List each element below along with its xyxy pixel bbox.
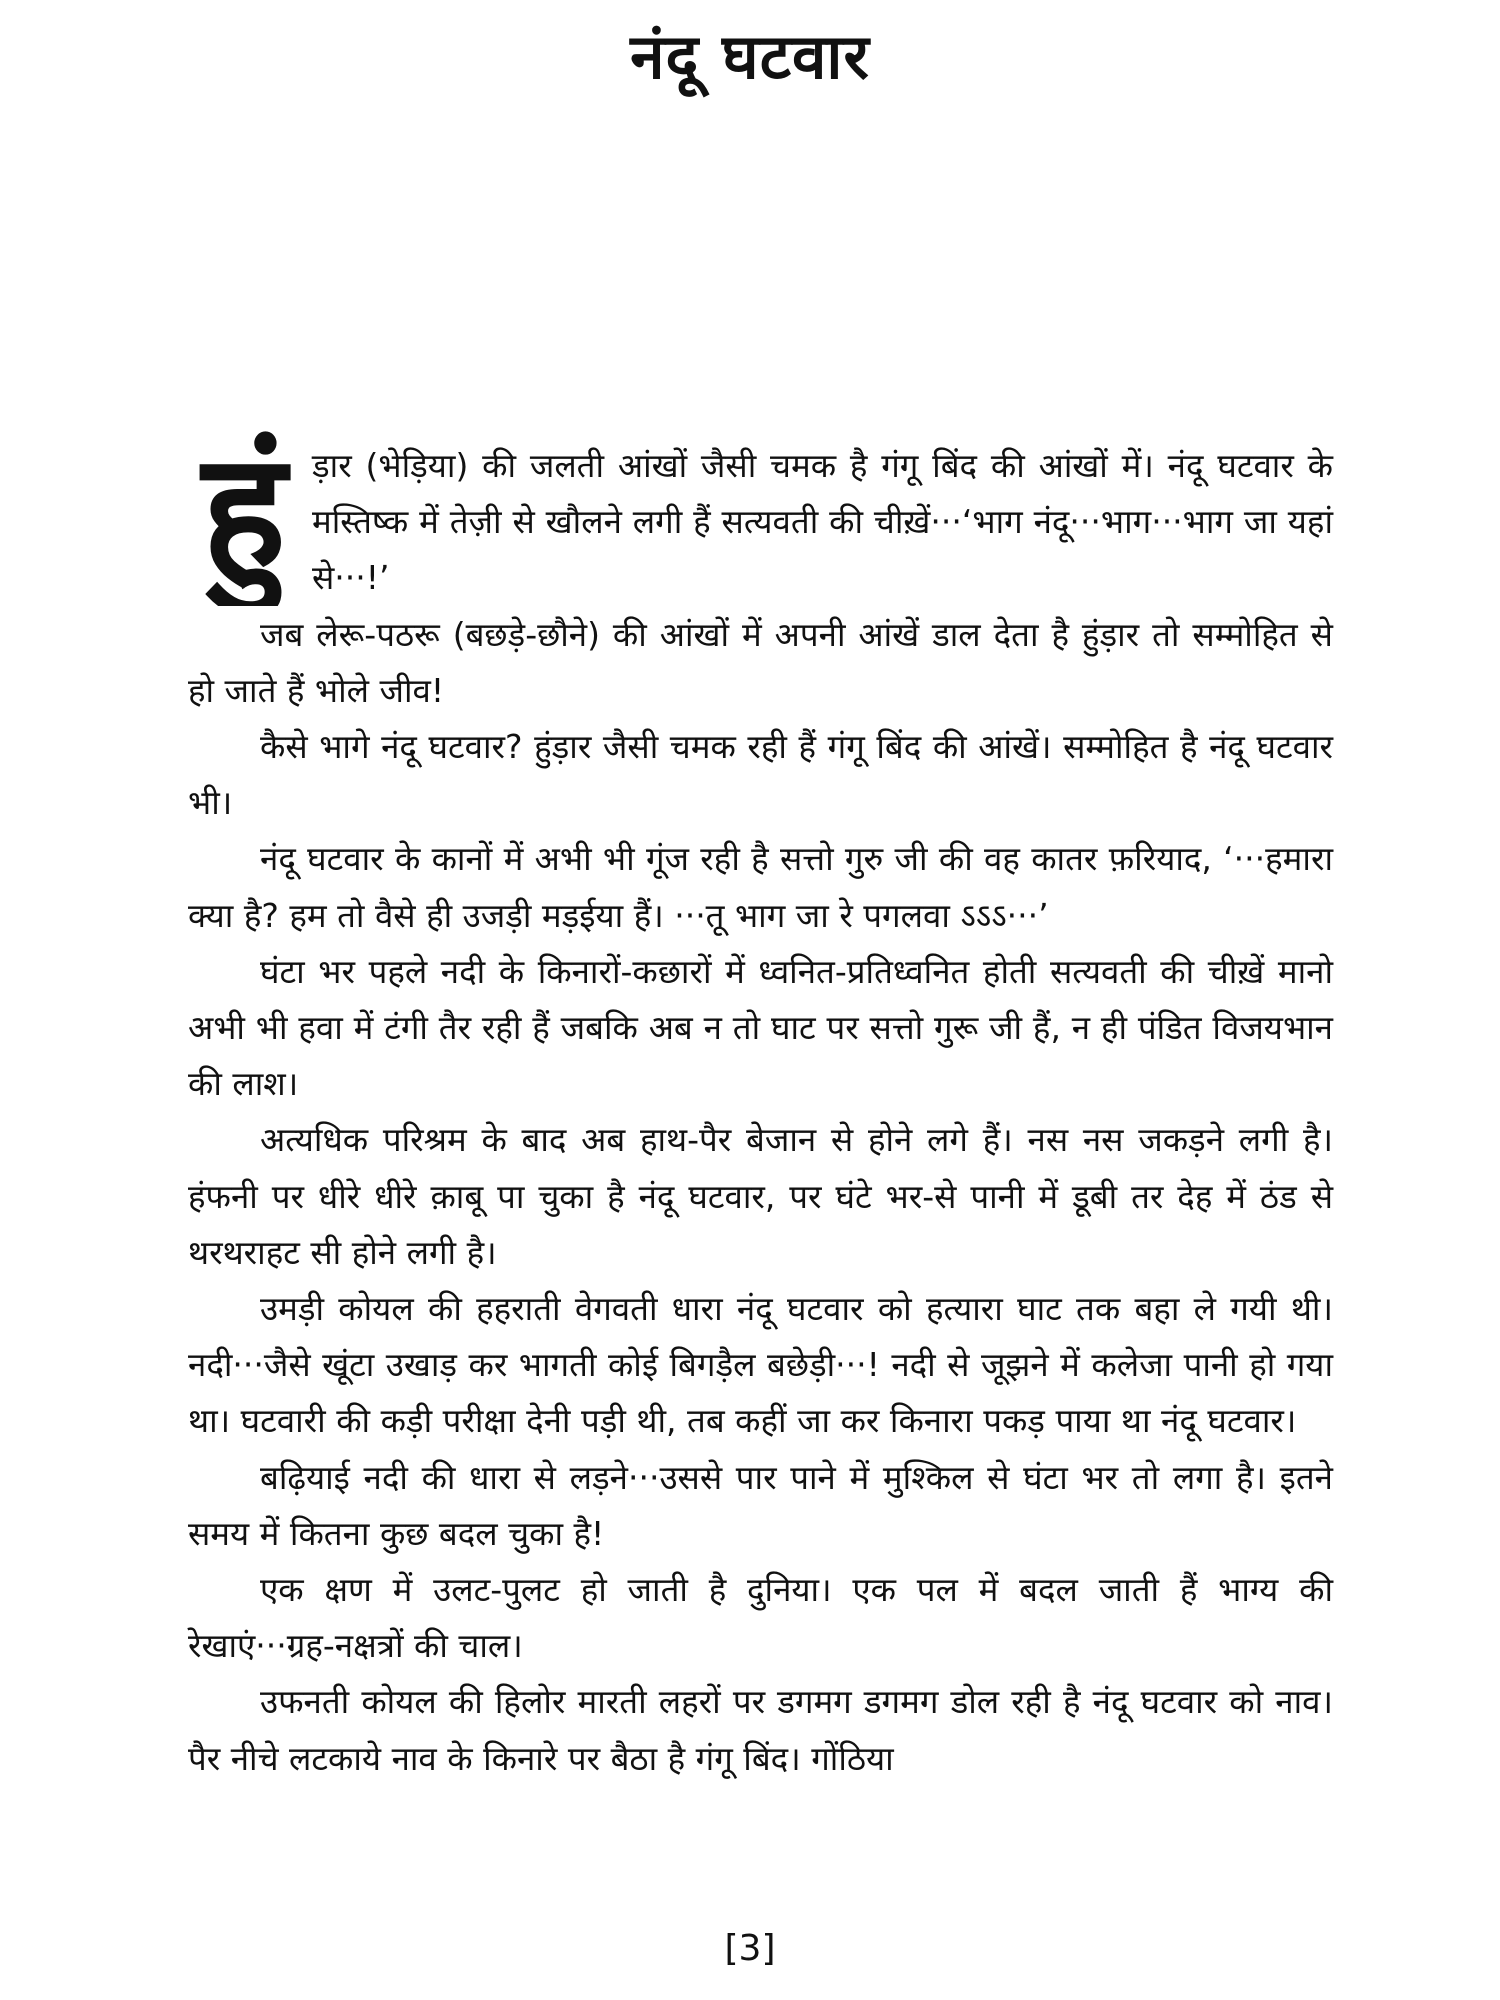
drop-cap: हुं [202, 419, 286, 603]
paragraph-1: ड़ार (भेड़िया) की जलती आंखों जैसी चमक है गंगू बिंद की आंखों में। नंदू घटवार के मस्तिष्क में तेज़ी से खौलने लगी हैं सत्यवती की चीख़ें···‘भाग नंदू···भाग···भाग जा यहां से···!’ [312, 446, 1333, 598]
paragraph-10: उफनती कोयल की हिलोर मारती लहरों पर डगमग डगमग डोल रही है नंदू घटवार को नाव। पैर नीचे लटकाये नाव के किनारे पर बैठा है गंगू बिंद। गोंठिया [188, 1682, 1333, 1778]
page-number: [3] [724, 1928, 776, 1969]
paragraph-9: एक क्षण में उलट-पुलट हो जाती है दुनिया। एक पल में बदल जाती हैं भाग्य की रेखाएं···ग्रह-नक्षत्रों की चाल। [188, 1570, 1333, 1666]
paragraph-2: जब लेरू-पठरू (बछड़े-छौने) की आंखों में अपनी आंखें डाल देता है हुंड़ार तो सम्मोहित से हो जाते हैं भोले जीव! [188, 614, 1333, 710]
paragraph-7: उमड़ी कोयल की हहराती वेगवती धारा नंदू घटवार को हत्यारा घाट तक बहा ले गयी थी। नदी···जैसे खूंटा उखाड़ कर भागती कोई बिगड़ैल बछेड़ी···! नदी से जूझने में कलेजा पानी हो गया था। घटवारी की कड़ी परीक्षा देनी पड़ी थी, तब कहीं जा कर किनारा पकड़ पाया था नंदू घटवार। [188, 1289, 1333, 1441]
paragraph-6: अत्यधिक परिश्रम के बाद अब हाथ-पैर बेजान से होने लगे हैं। नस नस जकड़ने लगी है। हंफनी पर धीरे धीरे क़ाबू पा चुका है नंदू घटवार, पर घंटे भर-से पानी में डूबी तर देह में ठंड से थरथराहट सी होने लगी है। [188, 1120, 1333, 1272]
paragraph-8: बढ़ियाई नदी की धारा से लड़ने···उससे पार पाने में मुश्किल से घंटा भर तो लगा है। इतने समय में कितना कुछ बदल चुका है! [188, 1457, 1333, 1553]
paragraph-4: नंदू घटवार के कानों में अभी भी गूंज रही है सत्तो गुरु जी की वह कातर फ़रियाद, ‘···हमारा क्या है? हम तो वैसे ही उजड़ी मड़ईया हैं। ···तू भाग जा रे पगलवा ऽऽऽ···’ [188, 839, 1333, 935]
paragraph-3: कैसे भागे नंदू घटवार? हुंड़ार जैसी चमक रही हैं गंगू बिंद की आंखें। सम्मोहित है नंदू घटवार भी। [188, 727, 1333, 823]
paragraph-5: घंटा भर पहले नदी के किनारों-कछारों में ध्वनित-प्रतिध्वनित होती सत्यवती की चीख़ें मानो अभी भी हवा में टंगी तैर रही हैं जबकि अब न तो घाट पर सत्तो गुरू जी हैं, न ही पंडित विजयभान की लाश। [188, 951, 1333, 1104]
page-title: नंदू घटवार [630, 20, 870, 93]
story-body [188, 419, 1333, 1787]
